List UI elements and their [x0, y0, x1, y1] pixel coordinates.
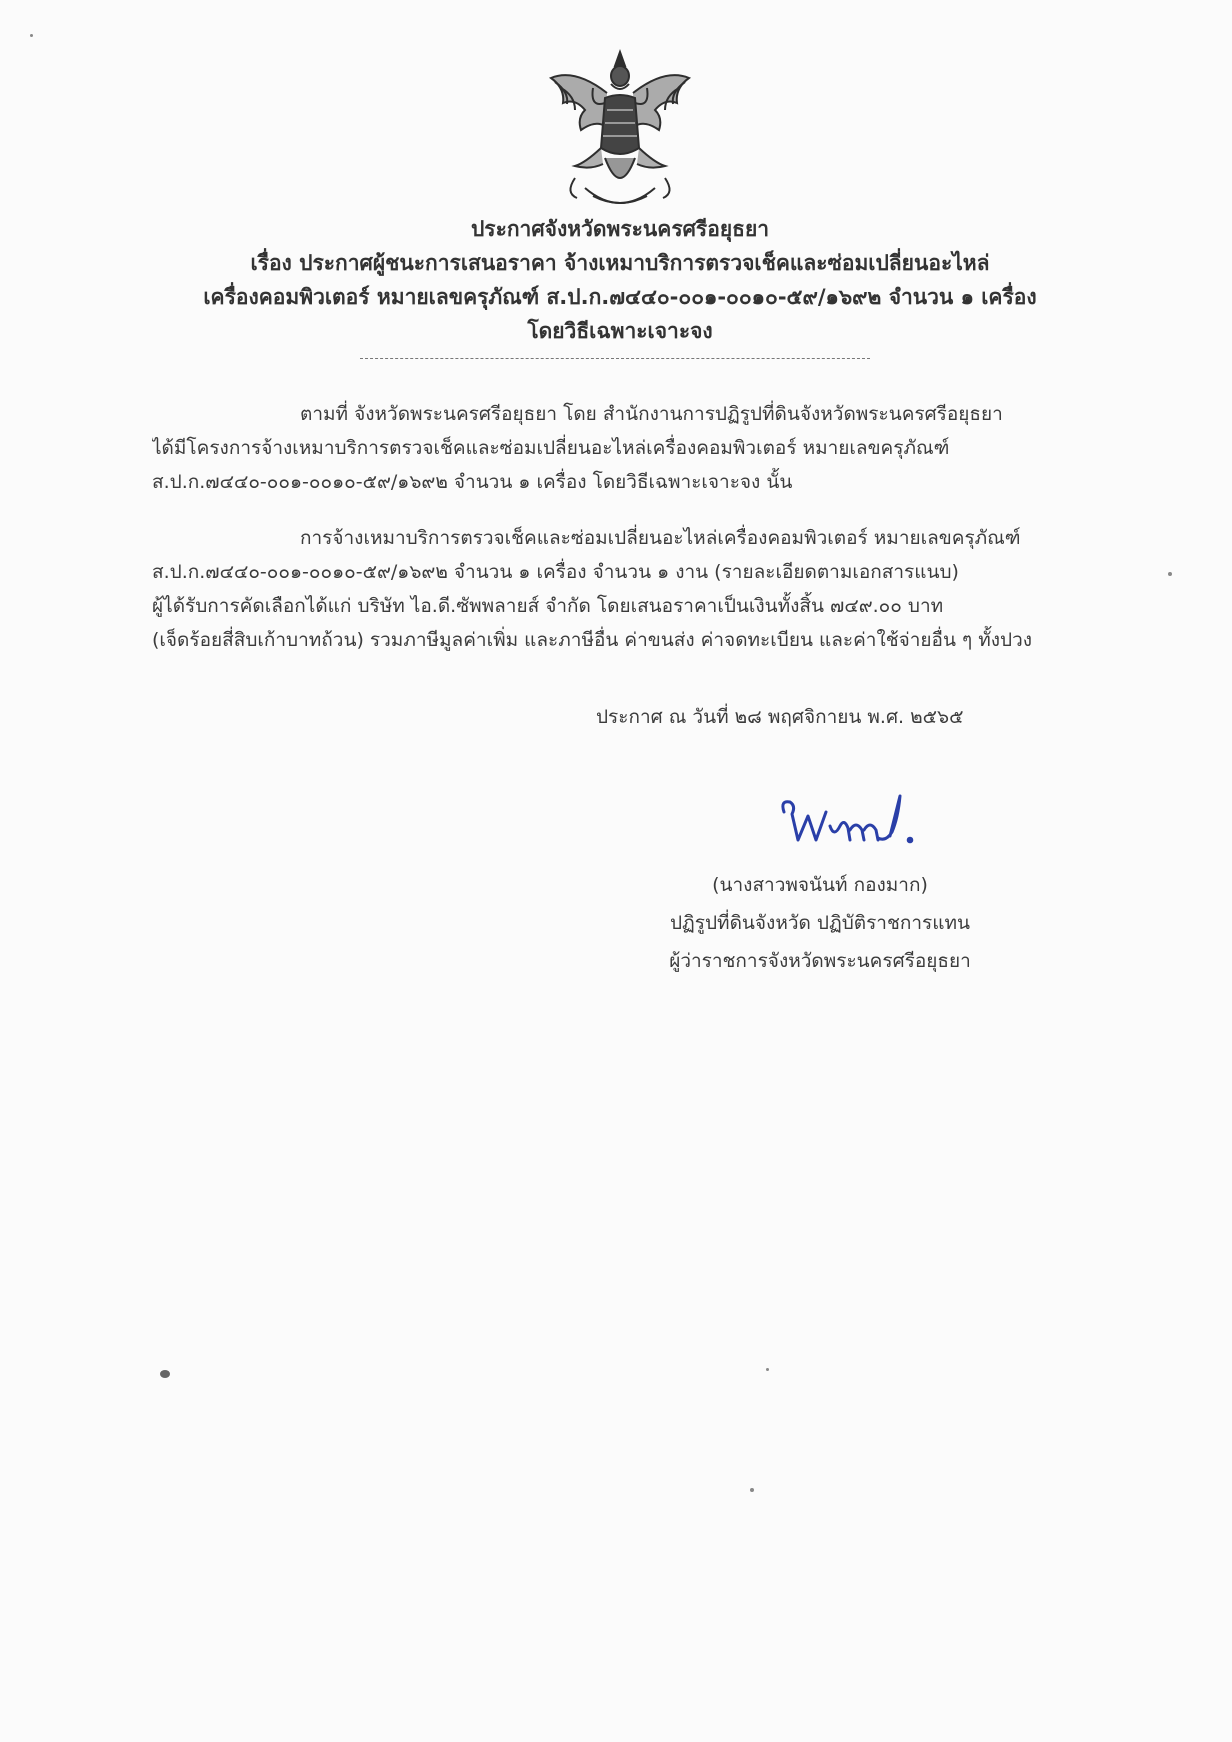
scan-speck: [160, 1370, 170, 1378]
subject-line-3: โดยวิธีเฉพาะเจาะจง: [527, 319, 713, 343]
paragraph-1-line-3: ส.ป.ก.๗๔๔๐-๐๐๑-๐๐๑๐-๕๙/๑๖๙๒ จำนวน ๑ เครื่อง โดยวิธีเฉพาะเจาะจง นั้น: [152, 471, 793, 493]
paragraph-1: [152, 397, 1092, 499]
announce-date: ประกาศ ณ วันที่ ๒๘ พฤศจิกายน พ.ศ. ๒๕๖๕: [596, 706, 964, 728]
paragraph-2-line-3: ผู้ได้รับการคัดเลือกได้แก่ บริษัท ไอ.ดี.ซัพพลายส์ จำกัด โดยเสนอราคาเป็นเงินทั้งสิ้น ๗๔๙.๐๐ บาท: [152, 595, 944, 617]
scan-speck: [766, 1368, 769, 1371]
signatory-position-2: ผู้ว่าราชการจังหวัดพระนครศรีอยุธยา: [669, 950, 971, 972]
paragraph-1-line-1: ตามที่ จังหวัดพระนครศรีอยุธยา โดย สำนักงานการปฏิรูปที่ดินจังหวัดพระนครศรีอยุธยา: [300, 403, 1003, 425]
paragraph-2: [152, 521, 1092, 657]
scan-speck: [1168, 572, 1172, 576]
dashed-divider: [360, 358, 870, 359]
scan-speck: [750, 1488, 754, 1492]
subject-line-2: เครื่องคอมพิวเตอร์ หมายเลขครุภัณฑ์ ส.ป.ก.๗๔๔๐-๐๐๑-๐๐๑๐-๕๙/๑๖๙๒ จำนวน ๑ เครื่อง: [203, 285, 1037, 309]
paragraph-1-line-2: ได้มีโครงการจ้างเหมาบริการตรวจเช็คและซ่อมเปลี่ยนอะไหล่เครื่องคอมพิวเตอร์ หมายเลขครุภัณฑ์: [152, 437, 950, 459]
document-title: ประกาศจังหวัดพระนครศรีอยุธยา: [470, 217, 770, 241]
scan-speck: [30, 34, 33, 37]
paragraph-2-line-1: การจ้างเหมาบริการตรวจเช็คและซ่อมเปลี่ยนอะไหล่เครื่องคอมพิวเตอร์ หมายเลขครุภัณฑ์: [300, 527, 1021, 549]
signatory-name: (นางสาวพจนันท์ กองมาก): [712, 874, 928, 896]
subject-line-1: เรื่อง ประกาศผู้ชนะการเสนอราคา จ้างเหมาบริการตรวจเช็คและซ่อมเปลี่ยนอะไหล่: [250, 251, 990, 275]
signatory-position-1: ปฏิรูปที่ดินจังหวัด ปฏิบัติราชการแทน: [669, 912, 971, 934]
paragraph-2-line-2: ส.ป.ก.๗๔๔๐-๐๐๑-๐๐๑๐-๕๙/๑๖๙๒ จำนวน ๑ เครื่อง จำนวน ๑ งาน (รายละเอียดตามเอกสารแนบ): [152, 561, 959, 583]
paragraph-2-line-4: (เจ็ดร้อยสี่สิบเก้าบาทถ้วน) รวมภาษีมูลค่าเพิ่ม และภาษีอื่น ค่าขนส่ง ค่าจดทะเบียน และค่าใช้จ่ายอื่น ๆ ทั้งปวง: [152, 629, 1033, 651]
handwritten-signature-icon: [770, 782, 940, 852]
garuda-emblem-icon: [545, 48, 695, 218]
